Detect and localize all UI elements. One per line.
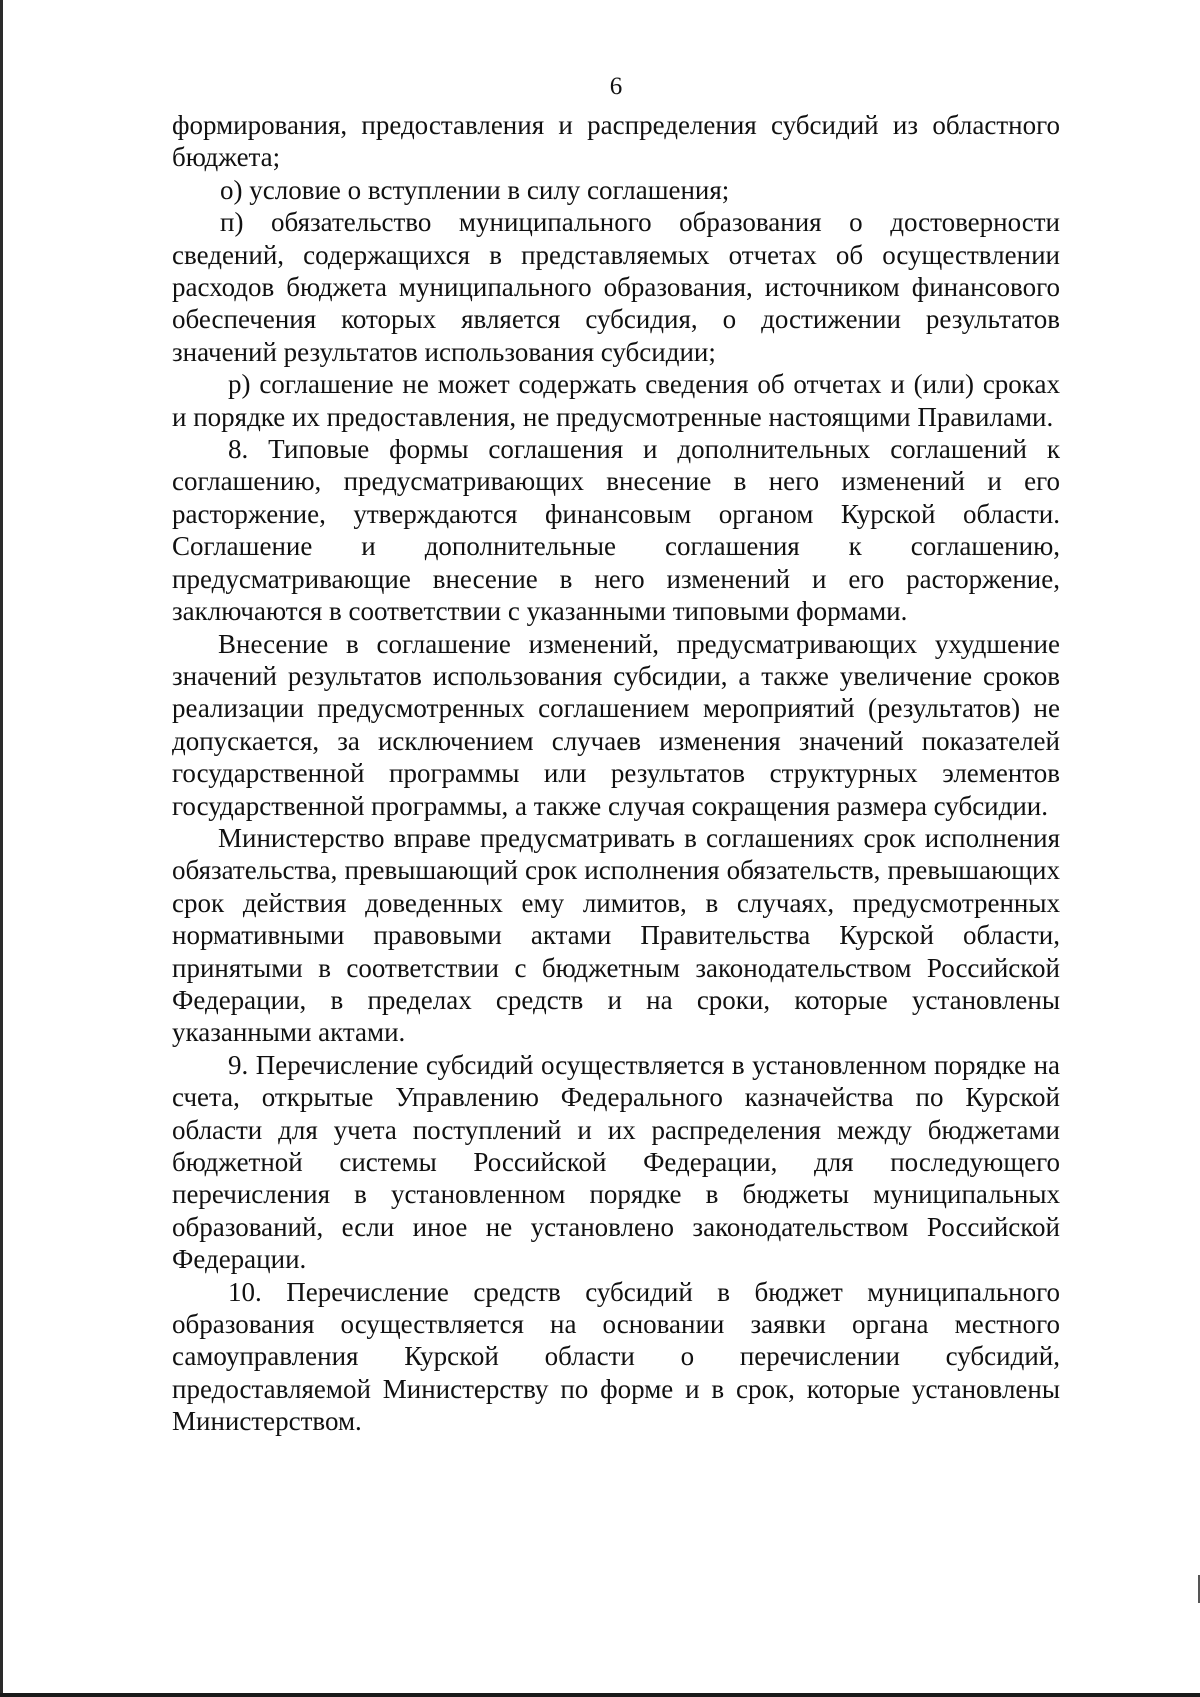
page-number: 6 xyxy=(609,73,623,100)
paragraph-item-r: р) соглашение не может содержать сведения об отчетах и (или) сроках и порядке их предоставления, не предусмотренные настоящими Правилами. xyxy=(172,369,1060,432)
paragraph-section-10: 10. Перечисление средств субсидий в бюджет муниципального образования осуществляется на основании заявки органа местного самоуправления Курской области о перечислении субсидий, предоставляемой Министерству по форме и в срок, которые установлены Министерством. xyxy=(172,1276,1060,1437)
document-body xyxy=(172,109,1060,1438)
paragraph-ministry-rights: Министерство вправе предусматривать в соглашениях срок исполнения обязательства, превышающий срок исполнения обязательств, превышающих срок действия доведенных ему лимитов, в случаях, предусмотренных нормативными правовыми актами Правительства Курской области, принятыми в соответствии с бюджетным законодательством Российской Федерации, в пределах средств и на сроки, которые установлены указанными актами. xyxy=(172,822,1060,1048)
scan-edge-left xyxy=(0,0,3,1697)
paragraph-item-o: о) условие о вступлении в силу соглашения; xyxy=(220,174,730,205)
scan-edge-bottom xyxy=(0,1693,1200,1697)
paragraph-amendments: Внесение в соглашение изменений, предусматривающих ухудшение значений результатов использования субсидии, а также увеличение сроков реализации предусмотренных соглашением мероприятий (результатов) не допускается, за исключением случаев изменения значений показателей государственной программы или результатов структурных элементов государственной программы, а также случая сокращения размера субсидии. xyxy=(172,628,1060,821)
paragraph-section-9: 9. Перечисление субсидий осуществляется в установленном порядке на счета, открытые Управлению Федерального казначейства по Курской области для учета поступлений и их распределения между бюджетами бюджетной системы Российской Федерации, для последующего перечисления в установленном порядке в бюджеты муниципальных образований, если иное не установлено законодательством Российской Федерации. xyxy=(172,1049,1060,1275)
paragraph-continuation: формирования, предоставления и распределения субсидий из областного бюджета; xyxy=(172,110,1060,173)
paragraph-section-8: 8. Типовые формы соглашения и дополнительных соглашений к соглашению, предусматривающих внесение в него изменений и его расторжение, утверждаются финансовым органом Курской области. Соглашение и дополнительные соглашения к соглашению, предусматривающие внесение в него изменений и его расторжение, заключаются в соответствии с указанными типовыми формами. xyxy=(172,434,1060,627)
paragraph-item-p: п) обязательство муниципального образования о достоверности сведений, содержащихся в представляемых отчетах об осуществлении расходов бюджета муниципального образования, источником финансового обеспечения которых является субсидия, о достижении результатов значений результатов использования субсидии; xyxy=(172,207,1060,367)
